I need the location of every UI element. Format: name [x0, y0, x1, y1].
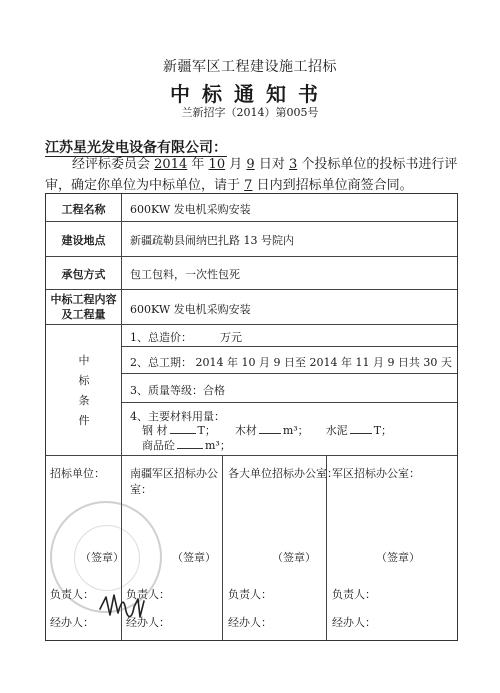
sig-military-region-handler: 经办人： — [332, 616, 376, 629]
intro-text: 经评标委员会 — [72, 157, 151, 172]
official-seal-inner-ring — [74, 525, 140, 591]
condition-materials-line2 — [142, 437, 231, 453]
sig-tenderer-title: 招标单位： — [50, 467, 105, 480]
sig-major-units-title: 各大单位招标办公室： — [228, 467, 338, 480]
material-concrete: 商品砼 — [142, 439, 175, 452]
material-steel: 钢 材 — [142, 424, 168, 437]
recipient-company: 江苏星光发电设备有限公司： — [45, 140, 227, 156]
sig-south-xinjiang-handler: 经办人： — [126, 616, 170, 629]
condition-materials-title: 4、主要材料用量： — [130, 410, 225, 423]
condition-materials-line1 — [142, 422, 392, 438]
sig-south-xinjiang-title-2: 室： — [130, 483, 152, 496]
table-rule — [46, 221, 457, 222]
table-rule — [46, 289, 457, 290]
table-rule — [46, 256, 457, 257]
material-concrete-unit: m³； — [205, 439, 231, 452]
award-table — [45, 193, 458, 641]
intro-text: 审，确定你单位为中标单位，请于 — [45, 178, 241, 193]
intro-text: 日内到招标单位商签合同。 — [256, 178, 413, 193]
table-rule — [46, 324, 457, 325]
table-rule — [121, 402, 457, 403]
condition-duration: 2、总工期： 2014 年 10 月 9 日至 2014 年 11 月 9 日共 30 天 — [130, 356, 452, 369]
sig-tenderer-handler: 经办人： — [50, 616, 94, 629]
row-label-site: 建设地点 — [61, 234, 106, 247]
intro-text: 日对 — [258, 157, 285, 172]
document-number: 兰新招字（2014）第005号 — [181, 106, 319, 119]
sig-military-region-stamp: （签章） — [376, 551, 420, 564]
sig-south-xinjiang-title: 南疆军区招标办公 — [130, 467, 218, 480]
row-value-contract-type: 包工包料，一次性包死 — [130, 268, 240, 281]
sig-south-xinjiang-stamp: （签章） — [172, 551, 216, 564]
intro-month: 10 — [208, 157, 226, 172]
material-cement-unit: T； — [373, 424, 393, 437]
condition-total-cost-unit: 万元 — [220, 331, 242, 344]
row-label-scope-line1: 中标工程内容 — [50, 293, 117, 306]
table-rule — [222, 455, 223, 640]
row-label-contract-type: 承包方式 — [61, 268, 106, 281]
material-wood-unit: m³； — [282, 424, 309, 437]
sig-tenderer-responsible: 负责人： — [50, 588, 94, 601]
material-cement: 水泥 — [325, 424, 348, 437]
row-value-project-name: 600KW 发电机采购安装 — [130, 203, 251, 216]
row-value-scope: 600KW 发电机采购安装 — [130, 303, 251, 316]
row-label-scope-line2: 及工程量 — [61, 308, 106, 321]
sig-south-xinjiang-responsible: 负责人： — [126, 588, 170, 601]
material-wood: 木材 — [234, 424, 257, 437]
table-rule — [121, 194, 122, 455]
sig-tenderer-stamp: （签章） — [80, 551, 124, 564]
cond-label-char: 件 — [78, 414, 90, 427]
table-rule — [121, 346, 457, 347]
condition-total-cost-label: 1、总造价： — [130, 331, 192, 344]
intro-line-1 — [72, 155, 457, 174]
table-rule — [326, 455, 327, 640]
handwritten-signature — [98, 589, 148, 625]
intro-days: 7 — [244, 178, 253, 193]
issuer-heading: 新疆军区工程建设施工招标 — [163, 59, 337, 75]
condition-total-cost — [130, 329, 242, 345]
material-steel-unit: T； — [197, 424, 216, 437]
intro-year: 2014 — [154, 157, 188, 172]
intro-text: 月 — [229, 157, 243, 172]
intro-count: 3 — [288, 157, 298, 172]
intro-text: 年 — [191, 157, 205, 172]
document-title: 中标通知书 — [170, 82, 330, 106]
table-rule — [46, 455, 457, 456]
sig-major-units-stamp: （签章） — [272, 551, 316, 564]
condition-quality: 3、质量等级：合格 — [130, 384, 225, 397]
row-label-project-name: 工程名称 — [61, 203, 106, 216]
row-label-scope — [46, 292, 121, 322]
sig-major-units-handler: 经办人： — [228, 616, 272, 629]
cond-label-char: 中 — [78, 354, 90, 367]
sig-major-units-responsible: 负责人： — [228, 588, 272, 601]
intro-day: 9 — [246, 157, 255, 172]
sig-military-region-title: 军区招标办公室： — [332, 467, 420, 480]
cond-label-char: 条 — [78, 394, 90, 407]
cond-label-char: 标 — [78, 374, 90, 387]
intro-text: 个投标单位的投标书进行评 — [301, 157, 458, 172]
sig-military-region-responsible: 负责人： — [332, 588, 376, 601]
table-rule — [121, 373, 457, 374]
row-value-site: 新疆疏勒县闹纳巴扎路 13 号院内 — [130, 234, 294, 247]
